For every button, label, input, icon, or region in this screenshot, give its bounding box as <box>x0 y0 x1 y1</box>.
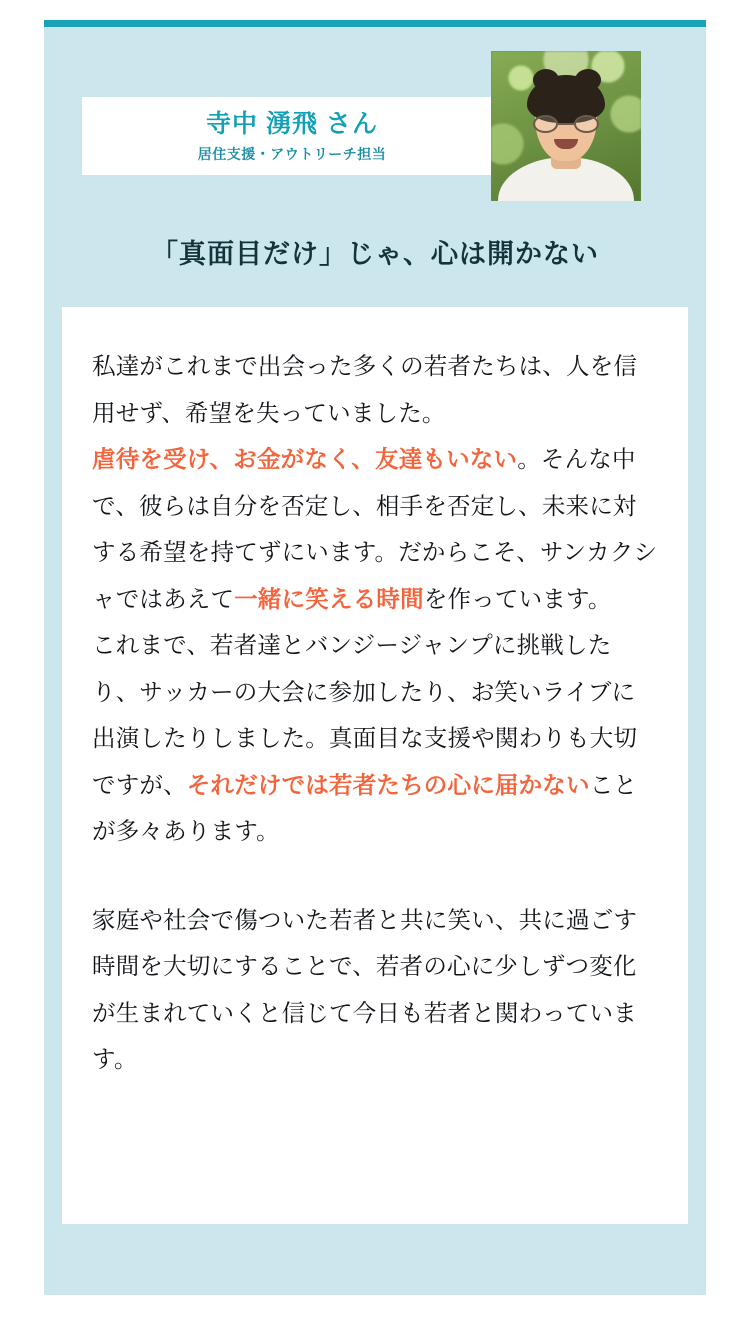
paragraph-3 <box>92 622 658 855</box>
paragraph-3-highlight: それだけでは若者たちの心に届かない <box>186 771 590 798</box>
paragraph-2-highlight-2: 一緒に笑える時間 <box>234 585 424 612</box>
paragraph-3-text-1: これまで、若者達とバンジージャンプに挑戦したり、サッカーの大会に参加したり、お笑いライブに出演したりしました。真面目な支援や関わりも大切ですが、 <box>92 632 638 798</box>
name-plate <box>82 97 502 175</box>
paragraph-4-text: 家庭や社会で傷ついた若者と共に笑い、共に過ごす時間を大切にすることで、若者の心に少しずつ変化が生まれていくと信じて今日も若者と関わっています。 <box>92 906 638 1073</box>
glasses-right-lens <box>574 115 599 133</box>
story-body <box>62 307 688 1224</box>
glasses-icon <box>533 115 599 133</box>
paragraph-4 <box>92 897 658 1083</box>
paragraph-2-highlight-1: 虐待を受け、お金がなく、友達もいない <box>92 446 518 473</box>
paragraph-2-text-1: 。そんな中で、彼らは自分を否定し、相手を否定し、未来に対する希望を持てずにいます。だからこそ、サンカクシャではあえて <box>92 446 658 612</box>
paragraph-1 <box>92 343 658 436</box>
paragraph-1-text: 私達がこれまで出会った多くの若者たちは、人を信用せず、希望を失っていました。 <box>92 353 638 426</box>
profile-story-card <box>44 20 706 1295</box>
headline: 「真面目だけ」じゃ、心は開かない <box>151 239 599 269</box>
profile-header <box>82 51 670 201</box>
glasses-left-lens <box>533 115 558 133</box>
profile-photo <box>491 51 641 201</box>
paragraph-2-text-2: を作っています。 <box>423 585 612 612</box>
glasses-bridge <box>558 123 574 125</box>
person-role: 居住支援・アウトリーチ担当 <box>197 146 387 163</box>
paragraph-2 <box>92 436 658 622</box>
paragraph-3-text-2: ことが多々あります。 <box>92 771 638 845</box>
person-name: 寺中 湧飛 さん <box>206 110 378 139</box>
